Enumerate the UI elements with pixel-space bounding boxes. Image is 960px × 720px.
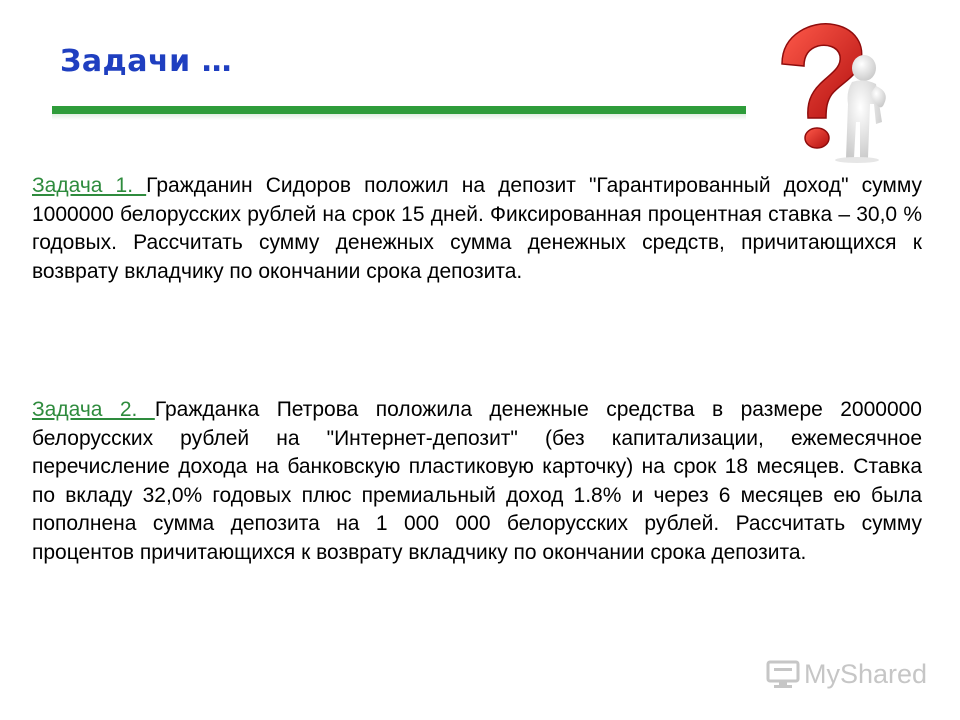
task-1-text: Гражданин Сидоров положил на депозит "Гарантированный доход" сумму 1000000 белорусских рублей на срок 15 дней. Фиксированная процентная ставка – 30,0 % годовых. Рассчитать сумму денежных сумма денежных средств, причитающихся к возврату вкладчику по окончании срока депозита. bbox=[32, 174, 922, 283]
slide-title: Задачи … bbox=[60, 44, 233, 79]
task-2 bbox=[32, 396, 922, 568]
task-2-label: Задача 2. bbox=[32, 398, 155, 421]
task-1-label: Задача 1. bbox=[32, 174, 147, 197]
title-underline-shadow bbox=[52, 114, 746, 120]
task-1 bbox=[32, 172, 922, 286]
title-underline-bar bbox=[52, 106, 746, 114]
computer-icon bbox=[766, 659, 800, 689]
watermark-logo bbox=[766, 656, 927, 692]
watermark-text: MyShared bbox=[804, 658, 928, 689]
task-2-text: Гражданка Петрова положила денежные средства в размере 2000000 белорусских рублей на "Интернет-депозит" (без капитализации, ежемесячное перечисление дохода на банковскую пластиковую карточку) на срок 18 месяцев. Ставка по вкладу 32,0% годовых плюс премиальный доход 1.8% и через 6 месяцев ею была пополнена сумма депозита на 1 000 000 белорусских рублей. Рассчитать сумму процентов причитающихся к возврату вкладчику по окончании срока депозита. bbox=[32, 398, 922, 564]
question-mark-figure-icon bbox=[752, 18, 922, 164]
